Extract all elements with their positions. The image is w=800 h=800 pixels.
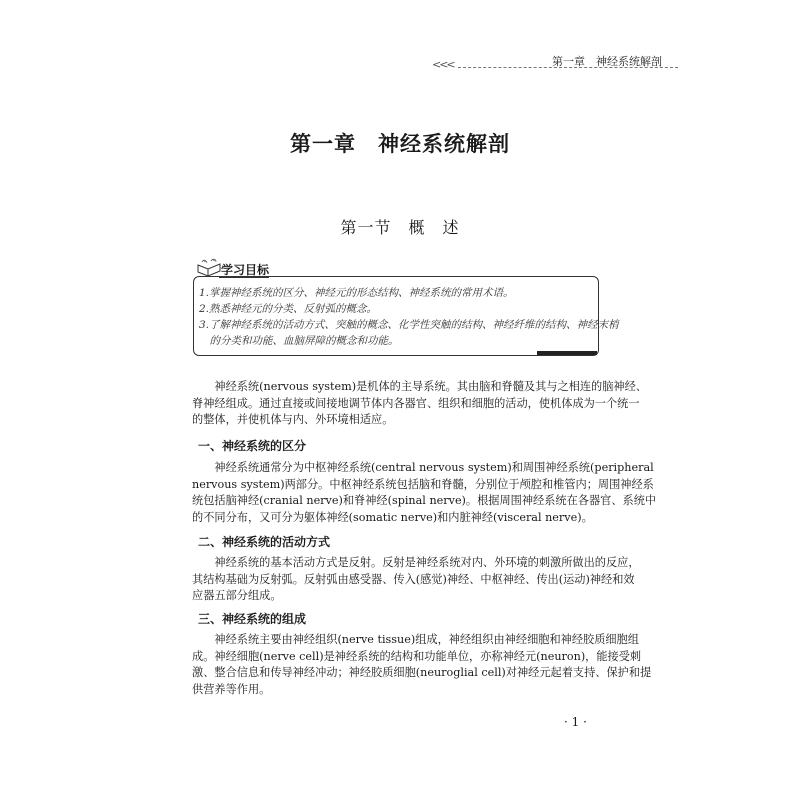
text-line: 统包括脑神经(cranial nerve)和脊神经(spinal nerve)。根据周围神经系统在各器官、系统中 (192, 494, 657, 507)
text-line: 应器五部分组成。 (192, 589, 282, 602)
objectives-heading: 学习目标 (221, 263, 270, 277)
page-number: · 1 · (564, 715, 587, 729)
open-book-icon (196, 258, 222, 278)
text-line: 神经系统(nervous system)是机体的主导系统。其由脑和脊髓及其与之相连的脑神经、 (192, 380, 647, 393)
text-line: 的不同分布，又可分为躯体神经(somatic nerve)和内脏神经(visceral nerve)。 (192, 510, 593, 524)
text-line: 神经系统通常分为中枢神经系统(central nervous system)和周围神经系统(peripheral (192, 461, 654, 474)
running-header-title: 第一章 神经系统解剖 (552, 55, 662, 68)
section-paragraph (192, 460, 657, 526)
text-line: 神经系统的基本活动方式是反射。反射是神经系统对内、外环境的刺激所做出的反应， (192, 556, 640, 569)
text-line: 其结构基础为反射弧。反射弧由感受器、传入(感觉)神经、中枢神经、传出(运动)神经和效 (192, 572, 635, 586)
intro-paragraph (192, 379, 647, 429)
text-line: nervous system)两部分。中枢神经系统包括脑和脊髓，分别位于颅腔和椎管内；周围神经系 (192, 477, 654, 491)
section-heading: 一、神经系统的区分 (198, 439, 307, 453)
section-paragraph (192, 632, 652, 698)
text-line: 脊神经组成。通过直接或间接地调节体内各器官、组织和细胞的活动，使机体成为一个统一 (192, 396, 640, 410)
text-line: 激、整合信息和传导神经冲动；神经胶质细胞(neuroglial cell)对神经元起着支持、保护和提 (192, 666, 652, 679)
objective-item: 的分类和功能、血脑屏障的概念和功能。 (199, 335, 399, 347)
objective-item: 1.掌握神经系统的区分、神经元的形态结构、神经系统的常用术语。 (199, 287, 514, 299)
header-divider (458, 67, 678, 68)
section-heading: 三、神经系统的组成 (198, 612, 307, 626)
text-line: 神经系统主要由神经组织(nerve tissue)组成，神经组织由神经细胞和神经胶质细胞组 (192, 633, 639, 646)
text-line: 成。神经细胞(nerve cell)是神经系统的结构和功能单位，亦称神经元(neuron)，能接受刺 (192, 649, 642, 663)
section-paragraph (192, 555, 640, 605)
section-title: 第一节 概 述 (340, 218, 460, 237)
header-arrows: <<< (432, 58, 454, 71)
text-line: 的整体，并使机体与内、外环境相适应。 (192, 413, 394, 426)
objective-item: 3.了解神经系统的活动方式、突触的概念、化学性突触的结构、神经纤维的结构、神经末梢 (199, 319, 619, 331)
objectives-heading-underline (219, 277, 269, 278)
section-heading: 二、神经系统的活动方式 (198, 535, 331, 549)
chapter-title: 第一章 神经系统解剖 (290, 132, 510, 156)
objective-item: 2.熟悉神经元的分类、反射弧的概念。 (199, 303, 378, 315)
objectives-box-accent (537, 351, 597, 355)
text-line: 供营养等作用。 (192, 682, 271, 696)
